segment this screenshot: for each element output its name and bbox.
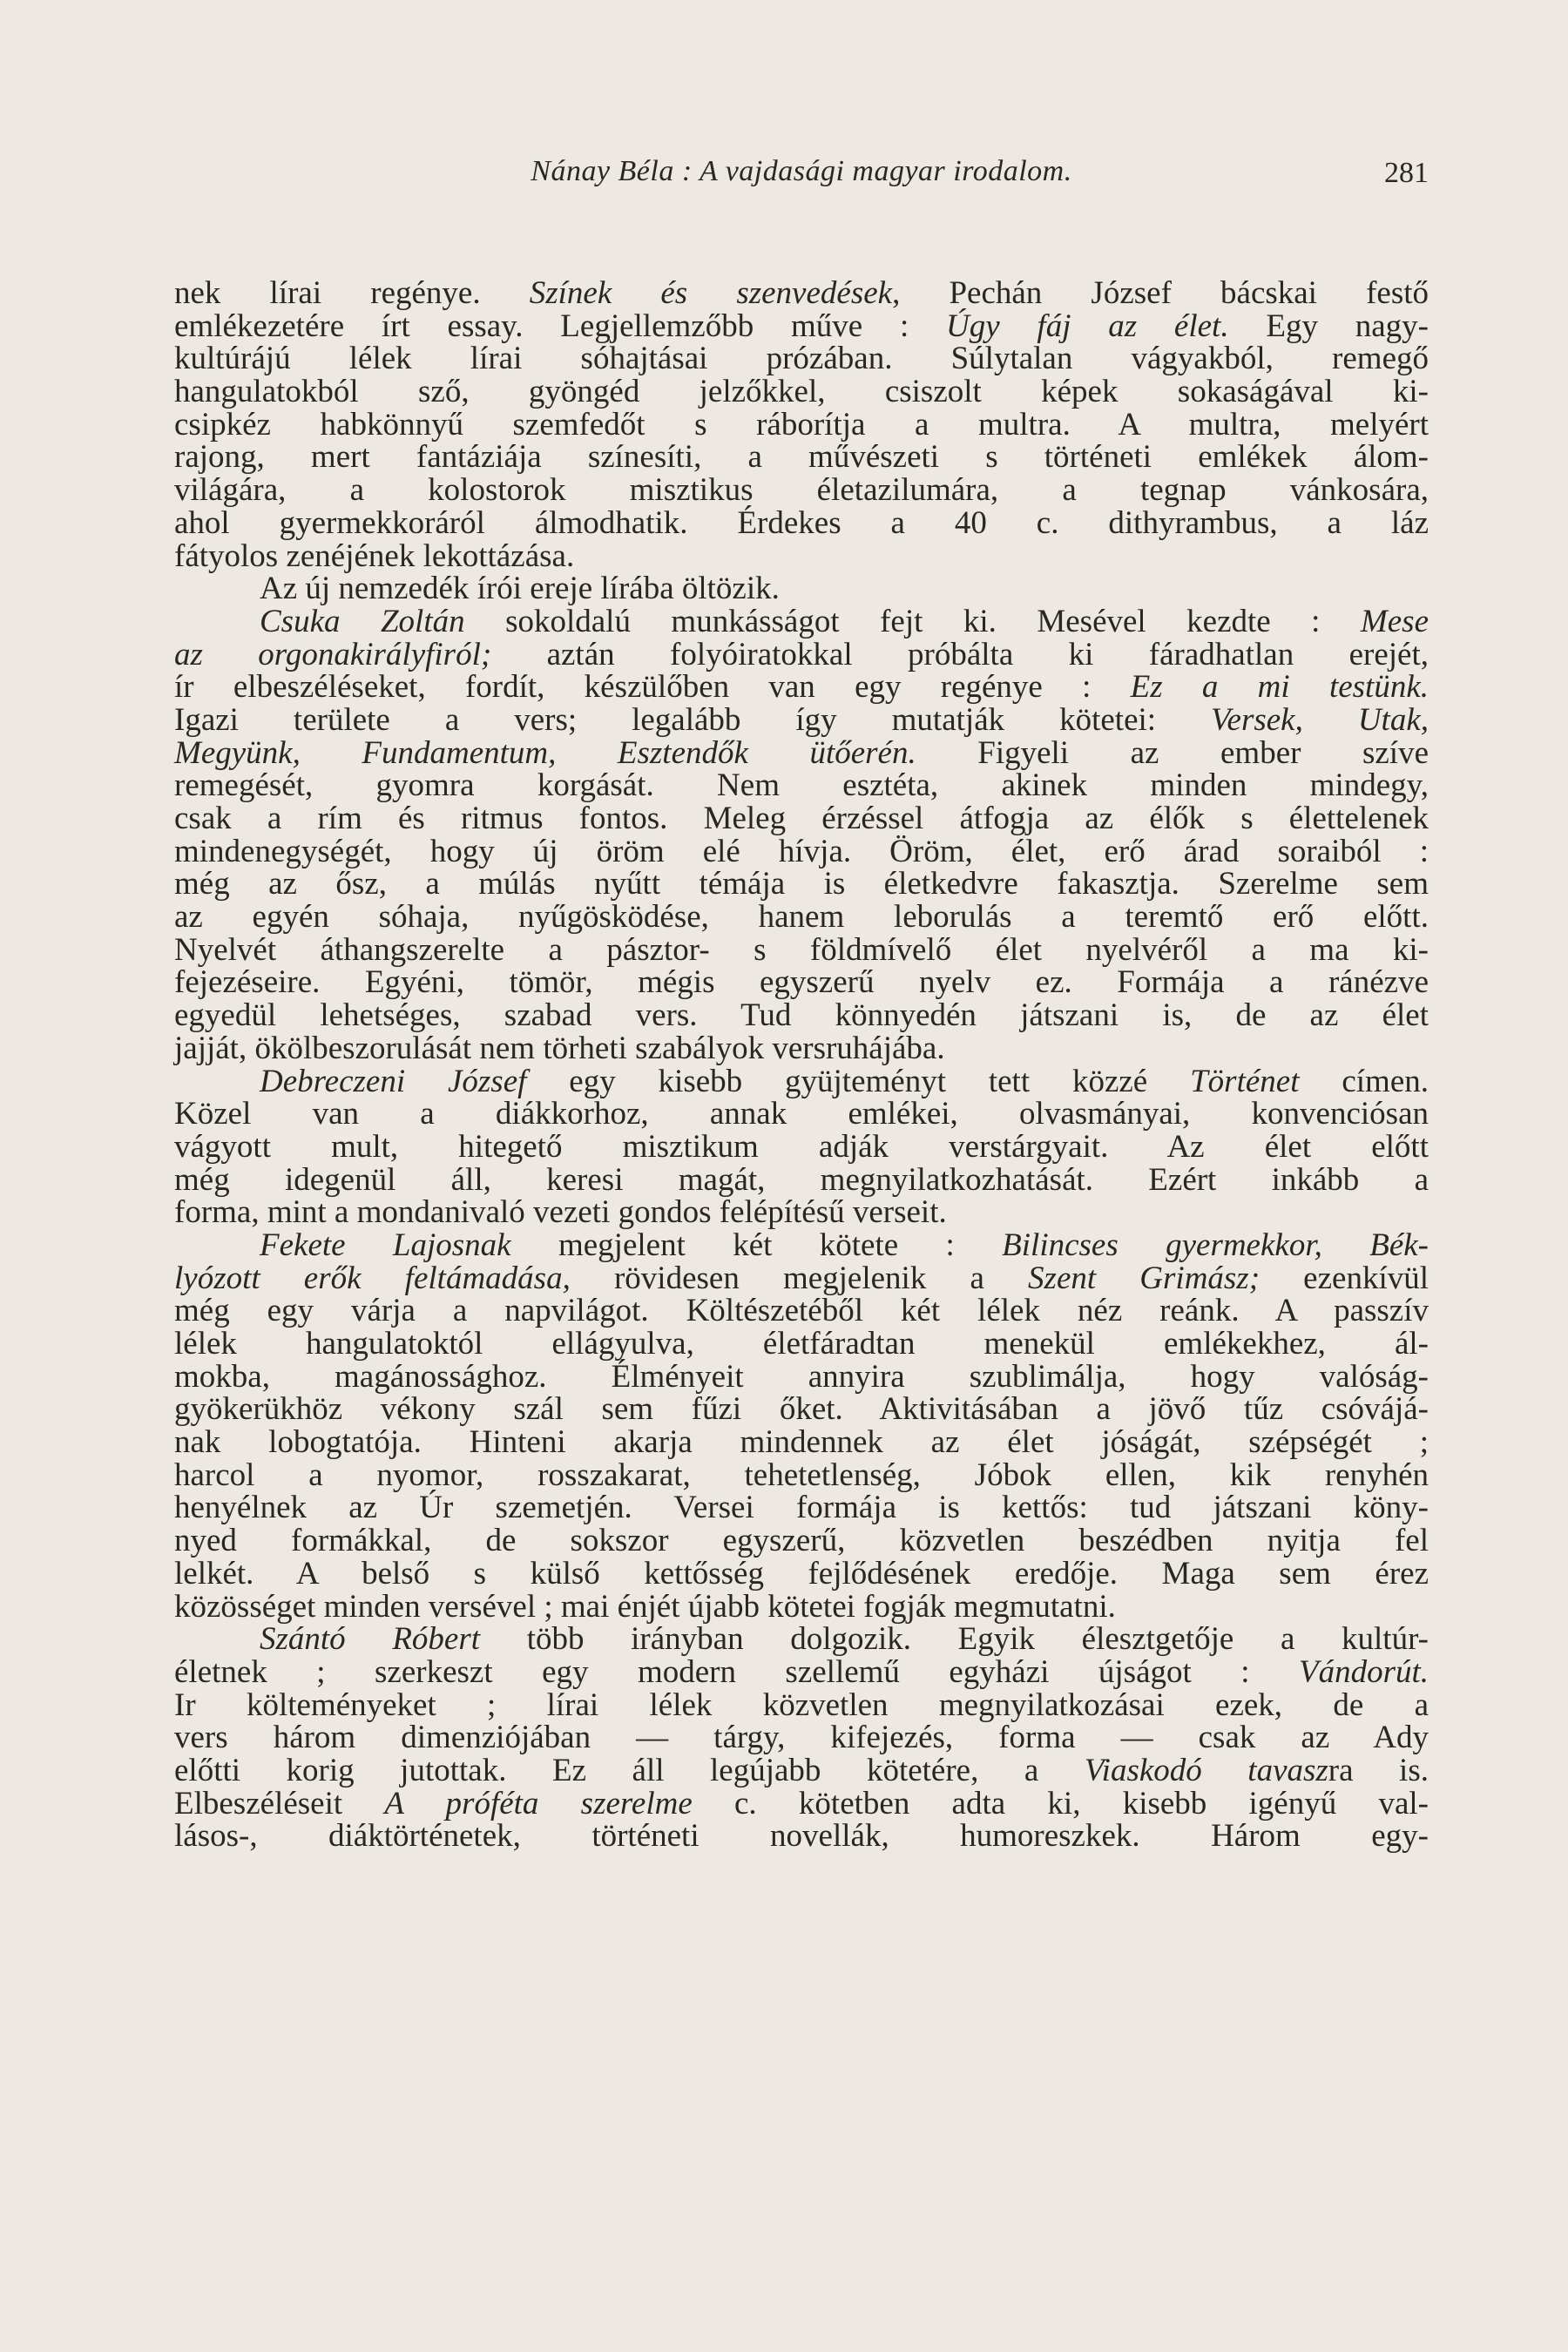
italic-text: Megyünk, Fundamentum, Esztendők ütőerén. [174,734,916,771]
text-run: fejezéseire. Egyéni, tömör, mégis egyszerű nyelv ez. Formája a ránézve [174,964,1429,1001]
text-line [174,1262,1429,1295]
text-run: még az ősz, a múlás nyűtt témája is életkedvre fakasztja. Szerelme sem [174,866,1429,902]
text-run: c. kötetben adta ki, kisebb igényű val- [692,1785,1429,1821]
text-run: ahol gyermekkoráról álmodhatik. Érdekes a 40 c. dithyrambus, a láz [174,504,1429,541]
text-run: hangulatokból sző, gyöngéd jelzőkkel, csiszolt képek sokaságával ki- [174,374,1429,410]
text-run: még idegenül áll, keresi magát, megnyilatkozhatását. Ezért inkább a [174,1161,1429,1198]
text-line [174,406,1429,443]
text-run: ra is. [1328,1752,1429,1788]
text-run: rövidesen megjelenik a [570,1260,1029,1296]
italic-text: A próféta szerelme [384,1785,693,1821]
italic-text: Történet [1190,1063,1300,1099]
text-run: nyed formákkal, de sokszor egyszerű, közvetlen beszédben nyitja fel [174,1523,1429,1559]
italic-text: Szent Grimász; [1028,1260,1260,1296]
text-run: lásos-, diáktörténetek, történeti novellák, humoreszkek. Három egy- [174,1818,1429,1855]
text-line [174,1820,1429,1853]
text-line [174,441,1429,474]
text-run: emlékezetére írt essay. Legjellemzőbb műve : [174,308,947,344]
text-line [174,1588,1429,1625]
text-run: forma, mint a mondanivaló vezeti gondos felépítésű verseit. [174,1194,947,1231]
text-run: mindenegységét, hogy új öröm elé hívja. Öröm, élet, erő árad soraiból : [174,833,1429,869]
text-run: vágyott mult, hitegető misztikum adják verstárgyait. Az élet előtt [174,1128,1429,1165]
italic-text: Csuka Zoltán [260,603,465,639]
text-line [174,1754,1429,1788]
text-line [174,671,1429,704]
text-line [174,1524,1429,1558]
italic-text: Színek és szenvedések [529,275,893,311]
text-line [174,277,1429,310]
text-run: Elbeszéléseit [174,1785,385,1821]
text-run: Nyelvét áthangszerelte a pásztor- s földmívelő élet nyelvéről a ma ki- [174,931,1429,968]
text-line [174,572,1429,605]
text-line [174,636,1429,672]
italic-text: Viaskodó tavasz [1084,1752,1328,1788]
text-run: Közel van a diákkorhoz, annak emlékei, olvasmányai, konvenciósan [174,1096,1429,1132]
text-run: közösséget minden versével ; mai énjét újabb kötetei fogják megmutatni. [174,1588,1116,1625]
text-line [174,966,1429,999]
italic-text: Debreczeni József [260,1063,527,1099]
running-head [174,150,1429,202]
text-run: megjelent két kötete : [510,1227,1003,1263]
text-run: nek lírai regénye. [174,275,530,311]
text-line [174,1393,1429,1426]
text-run: Ir költeményeket ; lírai lélek közvetlen megnyilatkozásai ezek, de a [174,1686,1429,1723]
text-run: rajong, mert fantáziája színesíti, a művészeti s történeti emlékek álom- [174,439,1429,476]
text-run: Az új nemzedék írói ereje lírába öltözik. [260,571,780,607]
text-line [174,504,1429,541]
text-line [174,474,1429,507]
text-run: fátyolos zenéjének lekottázása. [174,537,575,574]
text-run: remegését, gyomra korgását. Nem esztéta, akinek minden mindegy, [174,767,1429,804]
text-run: előtti korig jutottak. Ez áll legújabb kötetére, a [174,1752,1085,1788]
text-line [174,734,1429,771]
running-title: Nánay Béla : A vajdasági magyar irodalom. [531,155,1072,187]
text-line [174,1686,1429,1723]
text-line [174,310,1429,343]
italic-text: lyózott erők feltámadása, [174,1260,571,1296]
text-line [174,999,1429,1032]
italic-text: Versek, Utak, [1211,701,1429,738]
text-run: Figyeli az ember szíve [916,734,1429,771]
body-text [174,277,1429,1853]
text-line [174,1555,1429,1592]
text-line [174,931,1429,968]
text-line [174,835,1429,868]
text-line [174,802,1429,835]
text-line [174,1456,1429,1493]
italic-text: Bilincses gyermekkor, Bék- [1002,1227,1429,1263]
text-line [174,1785,1429,1821]
text-run: az egyén sóhaja, nyűgösködése, hanem leborulás a teremtő erő előtt. [174,899,1429,936]
text-run: Igazi területe a vers; legalább így mutatják kötetei: [174,701,1212,738]
text-run: címen. [1299,1063,1429,1099]
italic-text: Szántó Róbert [260,1621,481,1658]
text-line [174,1229,1429,1262]
text-line [174,1161,1429,1198]
text-line [174,901,1429,934]
text-line [174,1653,1429,1690]
text-line [174,1032,1429,1065]
text-run: aztán folyóiratokkal próbálta ki fáradhatlan erejét, [491,636,1429,672]
text-line [174,1623,1429,1656]
text-line [174,1128,1429,1165]
text-run: csipkéz habkönnyű szemfedőt s ráborítja a multra. A multra, melyért [174,406,1429,443]
text-run: nak lobogtatója. Hinteni akarja mindennek az élet jóságát, szépségét ; [174,1424,1429,1461]
text-line [174,1721,1429,1754]
text-line [174,1328,1429,1361]
text-line [174,1491,1429,1524]
text-run: még egy várja a napvilágot. Költészetéből két lélek néz reánk. A passzív [174,1293,1429,1329]
text-run: ír elbeszéléseket, fordít, készülőben van egy regénye : [174,669,1131,706]
text-run: sokoldalú munkásságot fejt ki. Mesével kezdte : [464,603,1361,639]
text-run: lelkét. A belső s külső kettősség fejlődésének eredője. Maga sem érez [174,1555,1429,1592]
italic-text: Úgy fáj az élet. [946,308,1229,344]
text-line [174,1065,1429,1098]
text-run: egy kisebb gyüjteményt tett közzé [526,1063,1191,1099]
text-line [174,1098,1429,1131]
text-line [174,375,1429,409]
text-run: egyedül lehetséges, szabad vers. Tud könnyedén játszani is, de az élet [174,997,1429,1034]
text-run: mokba, magánossághoz. Élményeit annyira szublimálja, hogy valóság- [174,1358,1429,1395]
text-run: ezenkívül [1260,1260,1429,1296]
text-line [174,1426,1429,1459]
text-line [174,701,1429,738]
text-line [174,605,1429,639]
italic-text: Mese [1360,603,1429,639]
text-run: Egy nagy- [1228,308,1429,344]
text-run: vers három dimenziójában — tárgy, kifejezés, forma — csak az Ady [174,1720,1429,1756]
text-line [174,342,1429,375]
text-run: kultúrájú lélek lírai sóhajtásai prózában. Súlytalan vágyakból, remegő [174,341,1429,377]
text-run: életnek ; szerkeszt egy modern szellemű egyházi újságot : [174,1653,1299,1690]
text-run: több irányban dolgozik. Egyik élesztgetője a kultúr- [480,1621,1429,1658]
page-number: 281 [1384,157,1429,189]
text-line [174,1294,1429,1328]
text-run: világára, a kolostorok misztikus életazilumára, a tegnap vánkosára, [174,472,1429,509]
text-line [174,1196,1429,1229]
text-line [174,868,1429,901]
text-run: csak a rím és ritmus fontos. Meleg érzéssel átfogja az élők s élettelenek [174,801,1429,836]
text-run: , Pechán József bácskai festő [892,275,1429,311]
text-line [174,537,1429,574]
text-run: gyökerükhöz vékony szál sem fűzi őket. Aktivitásában a jövő tűz csóvájá- [174,1391,1429,1428]
italic-text: Vándorút. [1298,1653,1429,1690]
text-run: jajját, ökölbeszorulását nem törheti szabályok versruhájába. [174,1030,945,1066]
text-run: henyélnek az Úr szemetjén. Versei formája is kettős: tud játszani köny- [174,1490,1429,1526]
italic-text: Ez a mi testünk. [1130,669,1429,706]
italic-text: az orgonakirályfiról; [174,636,492,672]
italic-text: Fekete Lajosnak [260,1227,511,1263]
text-run: harcol a nyomor, rosszakarat, tehetetlenség, Jóbok ellen, kik renyhén [174,1456,1429,1493]
text-run: lélek hangulatoktól ellágyulva, életfáradtan menekül emlékekhez, ál- [174,1326,1429,1362]
text-line [174,1358,1429,1395]
text-line [174,769,1429,802]
